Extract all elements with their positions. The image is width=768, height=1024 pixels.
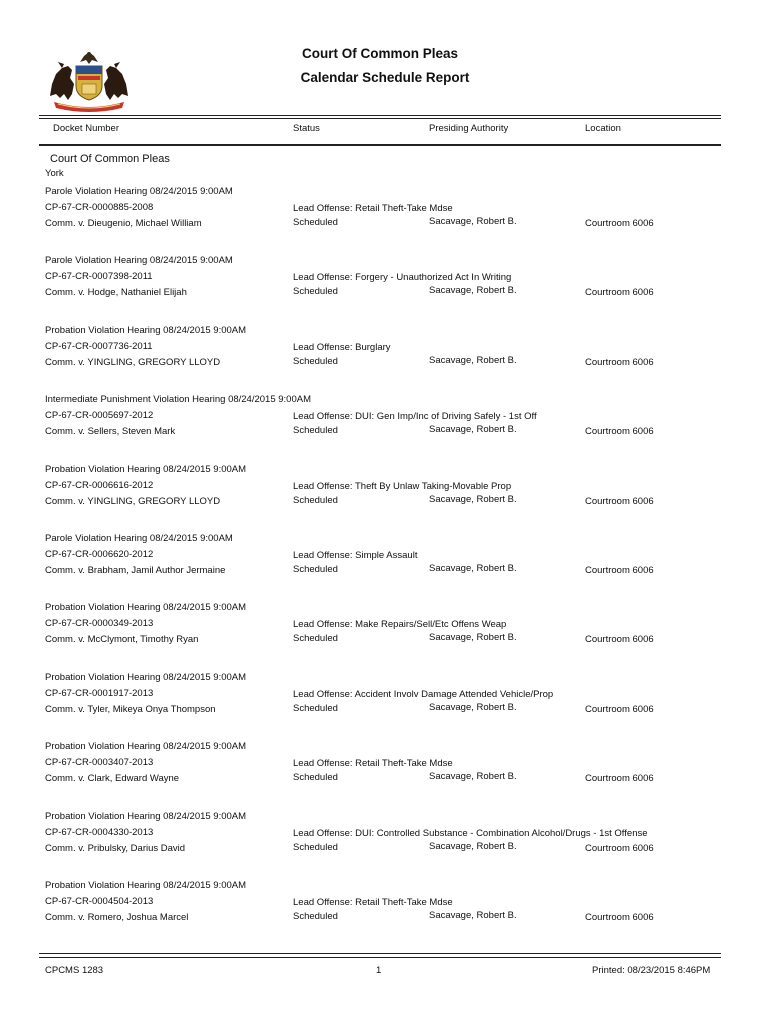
status: Scheduled: [293, 494, 338, 506]
location: Courtroom 6006: [585, 218, 654, 229]
calendar-entry: [0, 463, 768, 532]
location: Courtroom 6006: [585, 911, 654, 923]
hearing-type-datetime: Parole Violation Hearing 08/24/2015 9:00AM: [45, 255, 233, 267]
presiding-authority: Sacavage, Robert B.: [429, 285, 517, 297]
status: Scheduled: [293, 910, 338, 922]
column-header-divider: [39, 144, 721, 146]
presiding-authority: Sacavage, Robert B.: [429, 701, 517, 713]
column-header-status: Status: [293, 123, 320, 134]
lead-offense: Lead Offense: Simple Assault: [293, 549, 418, 561]
location: Courtroom 6006: [585, 356, 654, 368]
calendar-entry: [0, 671, 768, 740]
location: Courtroom 6006: [585, 564, 654, 576]
presiding-authority: Sacavage, Robert B.: [429, 562, 517, 574]
location: Courtroom 6006: [585, 703, 654, 715]
lead-offense: Lead Offense: Retail Theft-Take Mdse: [293, 758, 453, 770]
lead-offense: Lead Offense: Burglary: [293, 341, 391, 353]
calendar-entry: [0, 810, 768, 879]
docket-number: CP-67-CR-0007736-2011: [45, 340, 153, 352]
hearing-type-datetime: Probation Violation Hearing 08/24/2015 9:00AM: [45, 324, 247, 336]
docket-number: CP-67-CR-0001917-2013: [45, 687, 154, 699]
status: Scheduled: [293, 355, 338, 367]
docket-number: CP-67-CR-0000349-2013: [45, 618, 154, 630]
lead-offense: Lead Offense: Forgery - Unauthorized Act In Writing: [293, 272, 512, 284]
hearing-type-datetime: Parole Violation Hearing 08/24/2015 9:00AM: [45, 532, 233, 544]
docket-number: CP-67-CR-0006620-2012: [45, 548, 154, 560]
case-caption: Comm. v. Hodge, Nathaniel Elijah: [45, 287, 187, 299]
case-caption: Comm. v. Tyler, Mikeya Onya Thompson: [45, 703, 216, 715]
docket-number: CP-67-CR-0005697-2012: [45, 410, 154, 422]
report-court-title: Court Of Common Pleas: [301, 46, 458, 61]
header-divider-top-2: [39, 118, 721, 119]
footer-divider-2: [39, 957, 721, 958]
docket-number: CP-67-CR-0004330-2013: [45, 826, 154, 838]
presiding-authority: Sacavage, Robert B.: [429, 909, 517, 921]
lead-offense: Lead Offense: DUI: Gen Imp/Inc of Driving Safely - 1st Off: [293, 411, 537, 423]
location: Courtroom 6006: [585, 842, 654, 854]
hearing-type-datetime: Probation Violation Hearing 08/24/2015 9:00AM: [45, 463, 247, 475]
column-header-authority: Presiding Authority: [429, 123, 509, 134]
hearing-type-datetime: Probation Violation Hearing 08/24/2015 9:00AM: [45, 810, 247, 822]
location: Courtroom 6006: [585, 287, 654, 299]
calendar-entry: [0, 393, 768, 462]
hearing-type-datetime: Probation Violation Hearing 08/24/2015 9:00AM: [45, 671, 247, 683]
location: Courtroom 6006: [585, 773, 654, 785]
location: Courtroom 6006: [585, 634, 654, 646]
presiding-authority: Sacavage, Robert B.: [429, 632, 517, 644]
status: Scheduled: [293, 841, 338, 853]
lead-offense: Lead Offense: Theft By Unlaw Taking-Movable Prop: [293, 480, 512, 492]
presiding-authority: Sacavage, Robert B.: [429, 771, 517, 783]
case-caption: Comm. v. McClymont, Timothy Ryan: [45, 634, 199, 646]
lead-offense: Lead Offense: Retail Theft-Take Mdse: [293, 896, 453, 908]
location: Courtroom 6006: [585, 495, 654, 507]
presiding-authority: Sacavage, Robert B.: [429, 840, 517, 852]
court-section-title: Court Of Common Pleas: [50, 153, 170, 165]
status: Scheduled: [293, 772, 338, 784]
hearing-type-datetime: Probation Violation Hearing 08/24/2015 9:00AM: [45, 879, 247, 891]
column-header-location: Location: [585, 123, 621, 134]
lead-offense: Lead Offense: DUI: Controlled Substance - Combination Alcohol/Drugs - 1st Offense: [293, 827, 648, 839]
docket-number: CP-67-CR-0000885-2008: [45, 202, 154, 213]
case-caption: Comm. v. Romero, Joshua Marcel: [45, 911, 189, 923]
report-subtitle: Calendar Schedule Report: [300, 70, 470, 85]
docket-number: CP-67-CR-0004504-2013: [45, 895, 154, 907]
case-caption: Comm. v. Pribulsky, Darius David: [45, 842, 186, 854]
calendar-entry: [0, 879, 768, 948]
status: Scheduled: [293, 286, 338, 298]
case-caption: Comm. v. Brabham, Jamil Author Jermaine: [45, 564, 226, 576]
lead-offense: Lead Offense: Accident Involv Damage Attended Vehicle/Prop: [293, 688, 554, 700]
case-caption: Comm. v. Clark, Edward Wayne: [45, 773, 180, 785]
form-identifier: CPCMS 1283: [45, 965, 104, 976]
docket-number: CP-67-CR-0006616-2012: [45, 479, 154, 491]
calendar-entry: [0, 324, 768, 393]
lead-offense: Lead Offense: Make Repairs/Sell/Etc Offens Weap: [293, 619, 507, 631]
case-caption: Comm. v. YINGLING, GREGORY LLOYD: [45, 495, 221, 507]
calendar-entry: [0, 601, 768, 670]
docket-number: CP-67-CR-0003407-2013: [45, 757, 154, 769]
status: Scheduled: [293, 217, 338, 228]
presiding-authority: Sacavage, Robert B.: [429, 354, 517, 366]
presiding-authority: Sacavage, Robert B.: [429, 493, 517, 505]
footer-divider: [39, 953, 721, 954]
status: Scheduled: [293, 702, 338, 714]
calendar-entry: [0, 532, 768, 601]
case-caption: Comm. v. Dieugenio, Michael William: [45, 218, 202, 229]
hearing-type-datetime: Intermediate Punishment Violation Hearing 08/24/2015 9:00AM: [45, 394, 311, 406]
docket-number: CP-67-CR-0007398-2011: [45, 271, 153, 283]
hearing-type-datetime: Probation Violation Hearing 08/24/2015 9:00AM: [45, 741, 247, 753]
presiding-authority: Sacavage, Robert B.: [429, 424, 517, 436]
lead-offense: Lead Offense: Retail Theft-Take Mdse: [293, 203, 453, 214]
printed-timestamp: Printed: 08/23/2015 8:46PM: [592, 965, 711, 976]
calendar-entries: [0, 185, 768, 948]
header-divider-top: [39, 115, 721, 116]
status: Scheduled: [293, 425, 338, 437]
status: Scheduled: [293, 563, 338, 575]
column-header-docket: Docket Number: [53, 123, 119, 134]
calendar-entry: [0, 740, 768, 809]
case-caption: Comm. v. YINGLING, GREGORY LLOYD: [45, 356, 221, 368]
pennsylvania-coat-of-arms-icon: [44, 48, 134, 112]
status: Scheduled: [293, 633, 338, 645]
hearing-type-datetime: Parole Violation Hearing 08/24/2015 9:00AM: [45, 186, 233, 197]
page-number: 1: [376, 965, 382, 976]
calendar-entry: [0, 185, 768, 254]
county-label: York: [45, 168, 64, 179]
case-caption: Comm. v. Sellers, Steven Mark: [45, 426, 176, 438]
presiding-authority: Sacavage, Robert B.: [429, 216, 517, 227]
hearing-type-datetime: Probation Violation Hearing 08/24/2015 9:00AM: [45, 602, 247, 614]
location: Courtroom 6006: [585, 426, 654, 438]
calendar-entry: [0, 254, 768, 323]
